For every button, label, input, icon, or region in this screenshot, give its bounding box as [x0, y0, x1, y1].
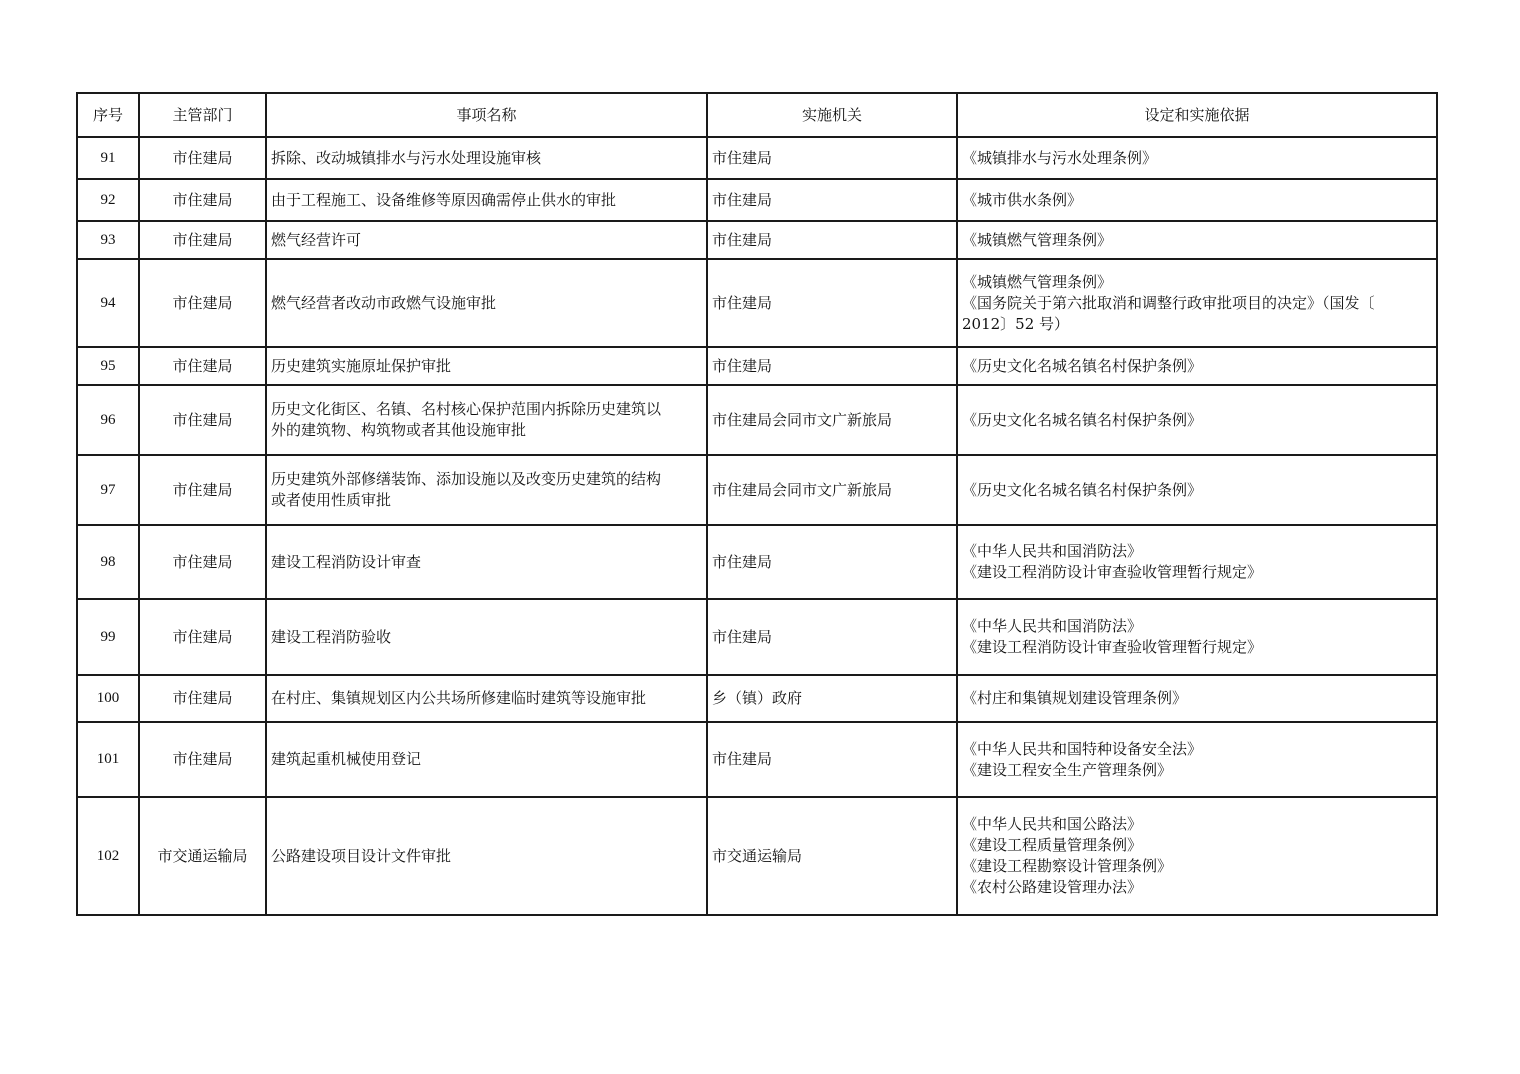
- item-name-line: 燃气经营许可: [271, 230, 362, 249]
- header-agency: 实施机关: [707, 93, 957, 137]
- item-name-line: 公路建设项目设计文件审批: [271, 846, 452, 865]
- row-legal-basis: [957, 259, 1437, 347]
- table-body: [77, 137, 1437, 915]
- legal-basis-line: 《城镇燃气管理条例》: [962, 230, 1113, 249]
- row-item-name: [266, 179, 707, 221]
- item-name-line: 由于工程施工、设备维修等原因确需停止供水的审批: [271, 190, 617, 209]
- row-legal-basis: [957, 179, 1437, 221]
- item-name-line: 建设工程消防设计审查: [271, 552, 422, 571]
- item-name-line: 拆除、改动城镇排水与污水处理设施审核: [271, 148, 542, 167]
- legal-basis-line: 《建设工程质量管理条例》: [962, 836, 1143, 854]
- legal-basis-line: 《中华人民共和国特种设备安全法》: [962, 739, 1203, 758]
- row-department: 市住建局: [139, 259, 266, 347]
- item-name-line: 历史建筑实施原址保护审批: [271, 356, 452, 375]
- row-item-name: [266, 385, 707, 455]
- row-legal-basis: [957, 221, 1437, 259]
- row-agency: 市住建局会同市文广新旅局: [707, 455, 957, 525]
- item-name-line: 外的建筑物、构筑物或者其他设施审批: [271, 421, 527, 439]
- table-row: [77, 347, 1437, 385]
- legal-basis-line: 《建设工程安全生产管理条例》: [962, 760, 1173, 779]
- table-row: [77, 179, 1437, 221]
- row-item-name: [266, 259, 707, 347]
- table-row: [77, 385, 1437, 455]
- legal-basis-line: 《建设工程消防设计审查验收管理暂行规定》: [962, 563, 1263, 581]
- legal-basis-line: 《中华人民共和国消防法》: [962, 542, 1143, 560]
- header-item-name: 事项名称: [266, 93, 707, 137]
- row-legal-basis: [957, 797, 1437, 915]
- row-number: 96: [77, 385, 139, 455]
- legal-basis-line: 《城镇燃气管理条例》: [962, 272, 1113, 291]
- row-agency: 市交通运输局: [707, 797, 957, 915]
- row-department: 市住建局: [139, 525, 266, 599]
- row-legal-basis: [957, 525, 1437, 599]
- row-item-name: [266, 797, 707, 915]
- legal-basis-line: 《中华人民共和国消防法》: [962, 617, 1143, 635]
- row-item-name: [266, 347, 707, 385]
- row-item-name: [266, 525, 707, 599]
- header-basis: 设定和实施依据: [957, 93, 1437, 137]
- row-number: 94: [77, 259, 139, 347]
- row-legal-basis: [957, 675, 1437, 722]
- row-department: 市住建局: [139, 137, 266, 179]
- legal-basis-line: 《历史文化名城名镇名村保护条例》: [962, 480, 1203, 499]
- row-department: 市住建局: [139, 455, 266, 525]
- row-legal-basis: [957, 385, 1437, 455]
- item-name-line: 历史建筑外部修缮装饰、添加设施以及改变历史建筑的结构: [271, 470, 662, 488]
- row-agency: 市住建局: [707, 179, 957, 221]
- row-number: 92: [77, 179, 139, 221]
- item-name-line: 燃气经营者改动市政燃气设施审批: [271, 293, 497, 312]
- row-agency: 市住建局: [707, 221, 957, 259]
- row-item-name: [266, 599, 707, 675]
- row-number: 97: [77, 455, 139, 525]
- row-item-name: [266, 221, 707, 259]
- table-row: [77, 137, 1437, 179]
- row-number: 98: [77, 525, 139, 599]
- row-number: 100: [77, 675, 139, 722]
- header-no: 序号: [77, 93, 139, 137]
- row-department: 市住建局: [139, 179, 266, 221]
- row-legal-basis: [957, 455, 1437, 525]
- item-name-line: 历史文化街区、名镇、名村核心保护范围内拆除历史建筑以: [271, 400, 662, 418]
- row-number: 95: [77, 347, 139, 385]
- legal-basis-line: 《历史文化名城名镇名村保护条例》: [962, 356, 1203, 375]
- row-agency: 市住建局: [707, 599, 957, 675]
- row-department: 市住建局: [139, 722, 266, 797]
- item-name-line: 在村庄、集镇规划区内公共场所修建临时建筑等设施审批: [271, 689, 647, 707]
- legal-basis-line: 2012〕52 号）: [962, 314, 1070, 333]
- row-agency: 市住建局: [707, 137, 957, 179]
- legal-basis-line: 《城镇排水与污水处理条例》: [962, 148, 1158, 167]
- table-row: [77, 259, 1437, 347]
- legal-basis-line: 《中华人民共和国公路法》: [962, 815, 1143, 833]
- row-agency: 市住建局: [707, 525, 957, 599]
- row-item-name: [266, 722, 707, 797]
- permits-table: [76, 92, 1438, 916]
- row-agency: 市住建局: [707, 347, 957, 385]
- header-dept: 主管部门: [139, 93, 266, 137]
- table-row: [77, 675, 1437, 722]
- row-department: 市交通运输局: [139, 797, 266, 915]
- legal-basis-line: 《城市供水条例》: [962, 190, 1083, 209]
- table-row: [77, 525, 1437, 599]
- item-name-line: 建筑起重机械使用登记: [271, 750, 422, 768]
- row-agency: 市住建局会同市文广新旅局: [707, 385, 957, 455]
- table-row: [77, 599, 1437, 675]
- table-row: [77, 797, 1437, 915]
- row-legal-basis: [957, 347, 1437, 385]
- row-department: 市住建局: [139, 347, 266, 385]
- row-number: 102: [77, 797, 139, 915]
- legal-basis-line: 《国务院关于第六批取消和调整行政审批项目的决定》（国发〔: [962, 293, 1375, 312]
- row-legal-basis: [957, 599, 1437, 675]
- legal-basis-line: 《历史文化名城名镇名村保护条例》: [962, 410, 1203, 429]
- row-legal-basis: [957, 137, 1437, 179]
- row-department: 市住建局: [139, 599, 266, 675]
- item-name-line: 或者使用性质审批: [271, 491, 392, 509]
- legal-basis-line: 《村庄和集镇规划建设管理条例》: [962, 689, 1188, 707]
- legal-basis-line: 《农村公路建设管理办法》: [962, 878, 1143, 896]
- legal-basis-line: 《建设工程勘察设计管理条例》: [962, 857, 1173, 875]
- row-number: 91: [77, 137, 139, 179]
- legal-basis-line: 《建设工程消防设计审查验收管理暂行规定》: [962, 638, 1263, 656]
- table-header: [77, 93, 1437, 137]
- row-number: 99: [77, 599, 139, 675]
- item-name-line: 建设工程消防验收: [271, 627, 392, 646]
- table-row: [77, 221, 1437, 259]
- row-number: 101: [77, 722, 139, 797]
- row-department: 市住建局: [139, 385, 266, 455]
- table-row: [77, 722, 1437, 797]
- row-item-name: [266, 137, 707, 179]
- row-department: 市住建局: [139, 221, 266, 259]
- row-number: 93: [77, 221, 139, 259]
- row-agency: 市住建局: [707, 259, 957, 347]
- row-legal-basis: [957, 722, 1437, 797]
- row-item-name: [266, 455, 707, 525]
- row-agency: 乡（镇）政府: [707, 675, 957, 722]
- row-item-name: [266, 675, 707, 722]
- row-department: 市住建局: [139, 675, 266, 722]
- table-row: [77, 455, 1437, 525]
- row-agency: 市住建局: [707, 722, 957, 797]
- header-row: [77, 93, 1437, 137]
